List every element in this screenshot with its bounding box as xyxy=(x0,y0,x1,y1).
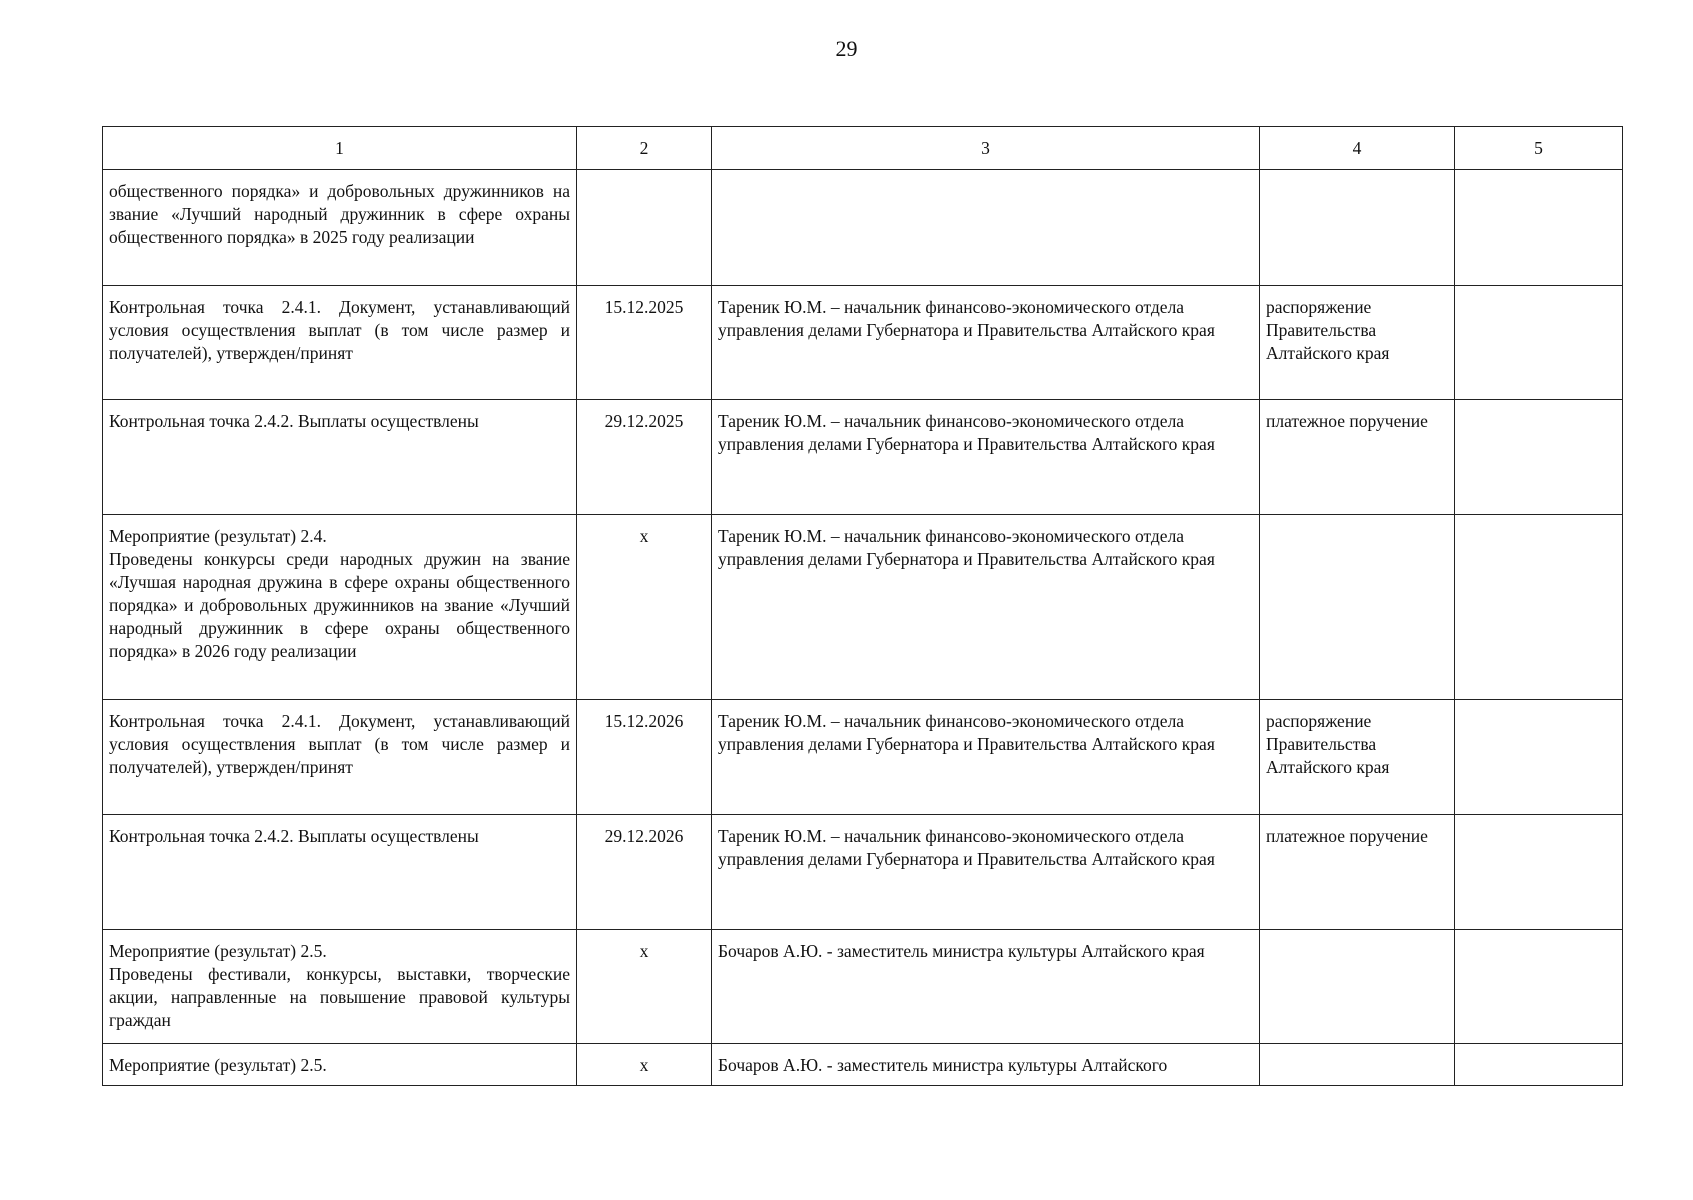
column-header-2: 2 xyxy=(577,127,712,170)
table-row xyxy=(103,286,1623,400)
activity-cell xyxy=(103,815,577,930)
date-cell: 15.12.2025 xyxy=(577,286,712,400)
activity-cell xyxy=(103,170,577,286)
column-header-1: 1 xyxy=(103,127,577,170)
document-cell: распоряжение Правительства Алтайского края xyxy=(1260,286,1455,400)
note-cell xyxy=(1455,515,1623,700)
table-row xyxy=(103,700,1623,815)
date-cell: 29.12.2026 xyxy=(577,815,712,930)
column-header-5: 5 xyxy=(1455,127,1623,170)
date-cell: x xyxy=(577,1044,712,1086)
activity-text: Мероприятие (результат) 2.5. xyxy=(109,1055,327,1075)
activity-text: Контрольная точка 2.4.2. Выплаты осуществлены xyxy=(109,826,479,846)
activity-text: общественного порядка» и добровольных дружинников на звание «Лучший народный дружинник в сфере охраны общественного порядка» в 2025 году реализации xyxy=(109,181,570,247)
responsible-cell: Тареник Ю.М. – начальник финансово-экономического отдела управления делами Губернатора и Правительства Алтайского края xyxy=(712,286,1260,400)
table-row xyxy=(103,170,1623,286)
activity-text: Мероприятие (результат) 2.5. xyxy=(109,941,327,961)
page-number: 29 xyxy=(835,36,858,61)
responsible-cell: Тареник Ю.М. – начальник финансово-экономического отдела управления делами Губернатора и Правительства Алтайского края xyxy=(712,815,1260,930)
note-cell xyxy=(1455,400,1623,515)
plan-table xyxy=(102,126,1623,1086)
responsible-cell xyxy=(712,170,1260,286)
table-row xyxy=(103,930,1623,1044)
document-cell xyxy=(1260,515,1455,700)
activity-text: Контрольная точка 2.4.1. Документ, устанавливающий условия осуществления выплат (в том числе размер и получателей), утвержден/принят xyxy=(109,711,570,777)
document-cell xyxy=(1260,170,1455,286)
responsible-cell: Тареник Ю.М. – начальник финансово-экономического отдела управления делами Губернатора и Правительства Алтайского края xyxy=(712,700,1260,815)
activity-cell xyxy=(103,930,577,1044)
note-cell xyxy=(1455,170,1623,286)
activity-text: Проведены конкурсы среди народных дружин на звание «Лучшая народная дружина в сфере охраны общественного порядка» и добровольных дружинников на звание «Лучший народный дружинник в сфере охраны общественного порядка» в 2026 году реализации xyxy=(109,549,570,661)
document-cell: платежное поручение xyxy=(1260,400,1455,515)
date-cell: 15.12.2026 xyxy=(577,700,712,815)
table-row xyxy=(103,1044,1623,1086)
responsible-cell: Тареник Ю.М. – начальник финансово-экономического отдела управления делами Губернатора и Правительства Алтайского края xyxy=(712,515,1260,700)
responsible-cell: Бочаров А.Ю. - заместитель министра культуры Алтайского xyxy=(712,1044,1260,1086)
activity-text: Мероприятие (результат) 2.4. xyxy=(109,526,327,546)
column-header-4: 4 xyxy=(1260,127,1455,170)
activity-cell xyxy=(103,400,577,515)
table-row xyxy=(103,400,1623,515)
date-cell: x xyxy=(577,930,712,1044)
document-cell xyxy=(1260,930,1455,1044)
note-cell xyxy=(1455,930,1623,1044)
activity-text: Проведены фестивали, конкурсы, выставки, творческие акции, направленные на повышение правовой культуры граждан xyxy=(109,964,570,1030)
note-cell xyxy=(1455,815,1623,930)
activity-cell xyxy=(103,1044,577,1086)
activity-text: Контрольная точка 2.4.2. Выплаты осуществлены xyxy=(109,411,479,431)
note-cell xyxy=(1455,286,1623,400)
note-cell xyxy=(1455,1044,1623,1086)
document-cell: распоряжение Правительства Алтайского края xyxy=(1260,700,1455,815)
note-cell xyxy=(1455,700,1623,815)
activity-text: Контрольная точка 2.4.1. Документ, устанавливающий условия осуществления выплат (в том числе размер и получателей), утвержден/принят xyxy=(109,297,570,363)
date-cell xyxy=(577,170,712,286)
date-cell: x xyxy=(577,515,712,700)
table-row xyxy=(103,815,1623,930)
document-cell xyxy=(1260,1044,1455,1086)
table-body xyxy=(103,170,1623,1086)
responsible-cell: Тареник Ю.М. – начальник финансово-экономического отдела управления делами Губернатора и Правительства Алтайского края xyxy=(712,400,1260,515)
activity-cell xyxy=(103,286,577,400)
column-header-3: 3 xyxy=(712,127,1260,170)
activity-cell xyxy=(103,700,577,815)
table-row xyxy=(103,515,1623,700)
date-cell: 29.12.2025 xyxy=(577,400,712,515)
header-row xyxy=(103,127,1623,170)
activity-cell xyxy=(103,515,577,700)
document-cell: платежное поручение xyxy=(1260,815,1455,930)
responsible-cell: Бочаров А.Ю. - заместитель министра культуры Алтайского края xyxy=(712,930,1260,1044)
